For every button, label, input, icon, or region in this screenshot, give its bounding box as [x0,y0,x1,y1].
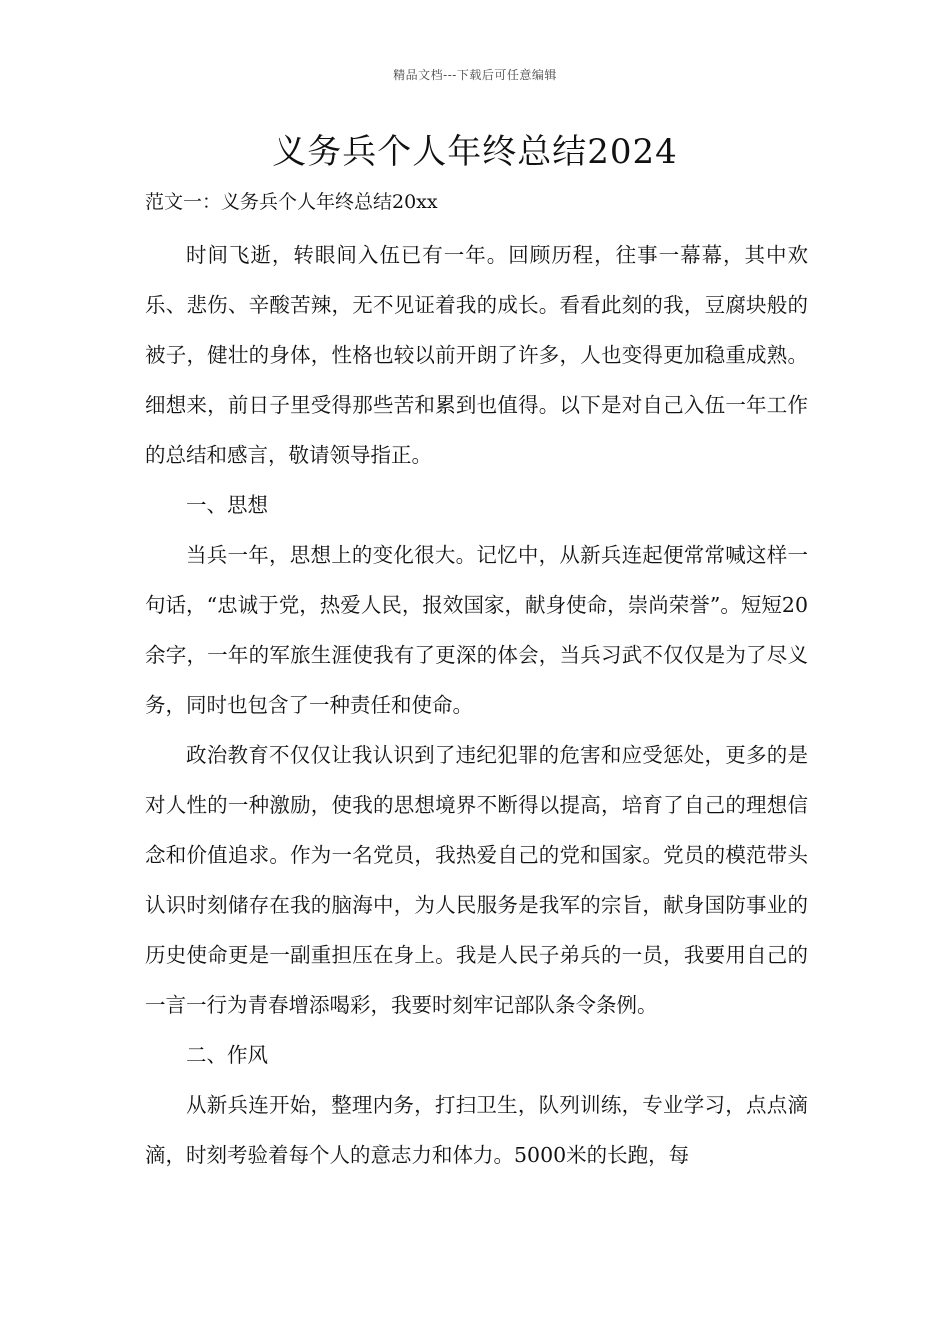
section-heading-style: 二、作风 [186,1043,268,1067]
paragraph-thought-1: 当兵一年，思想上的变化很大。记忆中，从新兵连起便常常喊这样一句话，“忠诚于党，热爱人民，报效国家，献身使命，崇尚荣誉”。短短20余字，一年的军旅生涯使我有了更深的体会，当兵习武不仅仅是为了尽义务，同时也包含了一种责任和使命。 [145,543,808,717]
header-watermark: 精品文档---下载后可任意编辑 [393,68,557,82]
paragraph-intro: 时间飞逝，转眼间入伍已有一年。回顾历程，往事一幕幕，其中欢乐、悲伤、辛酸苦辣，无不见证着我的成长。看看此刻的我，豆腐块般的被子，健壮的身体，性格也较以前开朗了许多，人也变得更加稳重成熟。细想来，前日子里受得那些苦和累到也值得。以下是对自己入伍一年工作的总结和感言，敬请领导指正。 [145,243,808,467]
document-subtitle: 范文一：义务兵个人年终总结20xx [145,191,438,213]
section-heading-thought: 一、思想 [186,493,268,517]
paragraph-thought-2: 政治教育不仅仅让我认识到了违纪犯罪的危害和应受惩处，更多的是对人性的一种激励，使我的思想境界不断得以提高，培育了自己的理想信念和价值追求。作为一名党员，我热爱自己的党和国家。党员的模范带头认识时刻储存在我的脑海中，为人民服务是我军的宗旨，献身国防事业的历史使命更是一副重担压在身上。我是人民子弟兵的一员，我要用自己的一言一行为青春增添喝彩，我要时刻牢记部队条令条例。 [145,743,808,1017]
document-body [145,230,808,1180]
paragraph-style-1: 从新兵连开始，整理内务，打扫卫生，队列训练，专业学习，点点滴滴，时刻考验着每个人的意志力和体力。5000米的长跑，每 [145,1093,808,1167]
document-title: 义务兵个人年终总结2024 [272,132,678,172]
